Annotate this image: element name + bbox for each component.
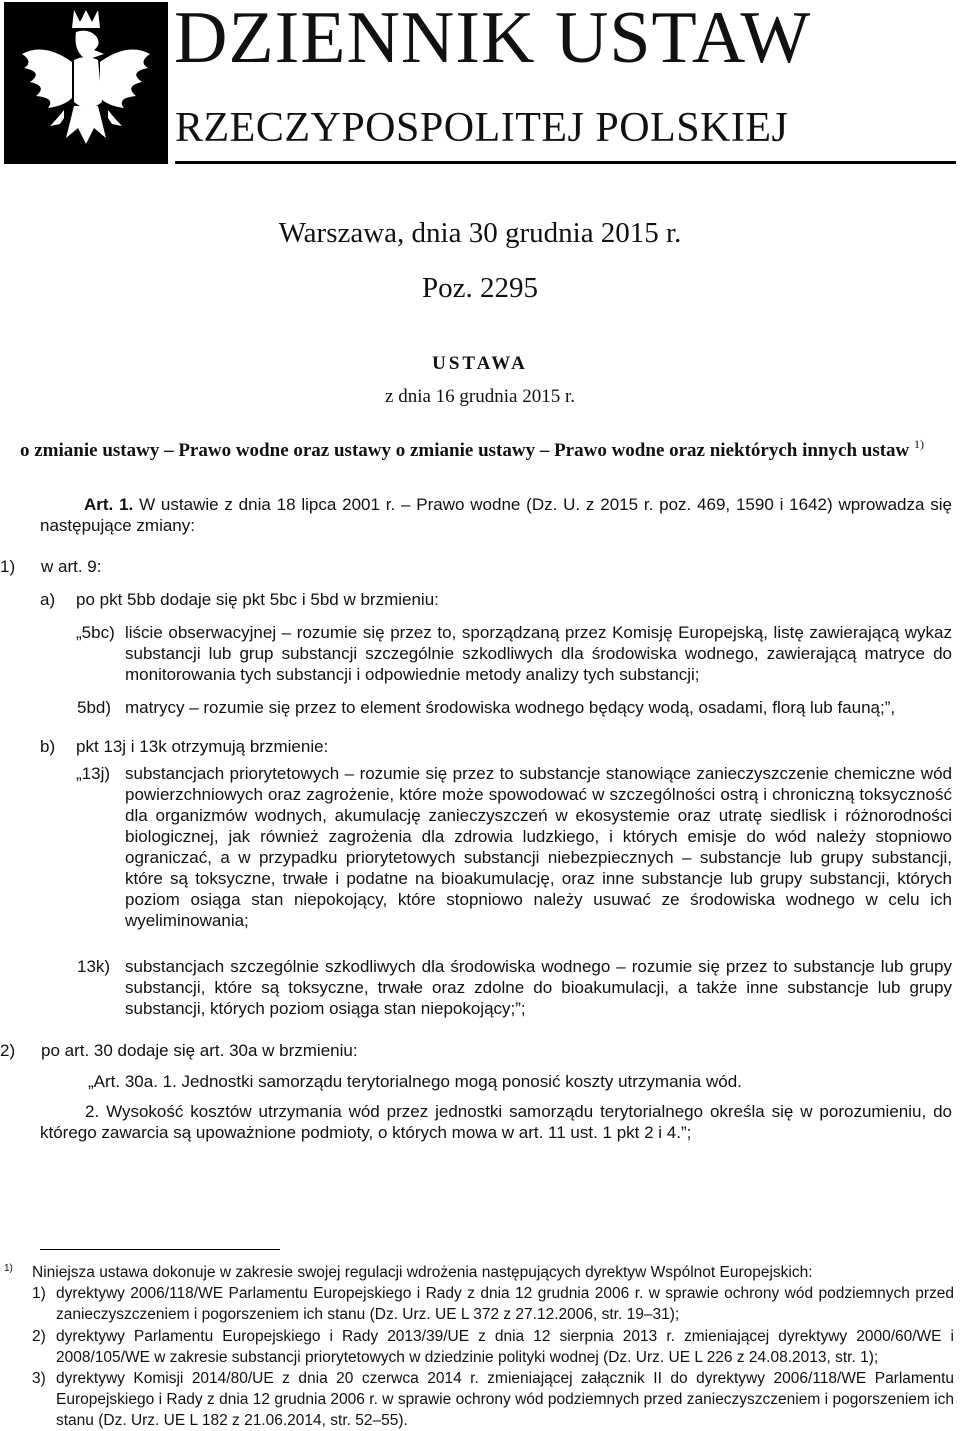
footnote-item: dyrektywy Parlamentu Europejskiego i Rady 2013/39/UE z dnia 12 sierpnia 2013 r. zmieniającej dyrektywy 2000/60/WE i 2008/105/WE w zakresie substancji priorytetowych w dziedzinie polityki wodnej (Dz. Urz. UE L 226 z 24.08.2013, str. 1); [56,1328,954,1366]
footnote-ref: 1) [914,437,925,451]
def-5bc-label: „5bc) [76,623,115,642]
point-2-text: po art. 30 dodaje się art. 30a w brzmieniu: [41,1041,358,1060]
sub-b-label: b) [40,737,56,756]
act-type: USTAWA [432,353,528,374]
footnote-intro: Niniejsza ustawa dokonuje w zakresie swojej regulacji wdrożenia następujących dyrektyw Wspólnot Europejskich: [32,1264,813,1281]
def-13k: substancjach szczególnie szkodliwych dla środowiska wodnego – rozumie się przez to substancje lub grupy substancji, które są toksyczne, trwałe oraz zdolne do bioakumulacji, a także inne substancje lub grupy substancji, których poziom osiąga stan niepokojący;”; [125,957,952,1018]
article-1-intro [40,494,952,536]
footnote-marker: 1) [4,1263,13,1274]
def-5bd-label: 5bd) [77,698,112,717]
def-13j: substancjach priorytetowych – rozumie się przez to substancje stanowiące zanieczyszczenie chemiczne wód powierzchniowych oraz zagrożenie, które może spowodować w szczególności ostrą i chroniczną toksyczność dla organizmów wodnych, akumulację zanieczyszczeń w ekosystemie oraz utratę siedlisk i różnorodności biologicznej, jak również zagrożenia dla zdrowia ludzkiego, i których emisje do wód należy stopniowo ograniczać, a w przypadku priorytetowych substancji niebezpiecznych – substancje lub grupy substancji, które są toksyczne, trwałe i podatne na bioakumulację, oraz inne substancje lub grupy substancji, których poziom osiąga stan niepokojący, które stopniowo należy usuwać ze środowiska wodnego w celu ich wyeliminowania; [125,764,952,930]
publication-date: Warszawa, dnia 30 grudnia 2015 r. [278,217,682,249]
act-subject [20,432,960,463]
footnote-rule [40,1249,280,1250]
def-5bd: matrycy – rozumie się przez to element środowiska wodnego będący wodą, osadami, florą lub fauną;”, [125,698,896,717]
def-13k-label: 13k) [77,957,111,976]
footnote-item-label: 2) [32,1328,46,1345]
footnote-item: dyrektywy Komisji 2014/80/UE z dnia 20 czerwca 2014 r. zmieniającej załącznik II do dyrektywy 2006/118/WE Parlamentu Europejskiego i Rady z dnia 12 grudnia 2006 r. w sprawie ochrony wód podziemnych przed zanieczyszczeniem i pogorszeniem ich stanu (Dz. Urz. UE L 182 z 21.06.2014, str. 52–55). [56,1370,954,1429]
point-1-label: 1) [0,557,16,576]
journal-title: DZIENNIK USTAW [174,0,812,79]
def-13j-label: „13j) [76,764,111,783]
footnote-item-label: 1) [32,1285,46,1302]
polish-eagle-emblem-icon [4,2,168,164]
art-30a-para-1: „Art. 30a. 1. Jednostki samorządu terytorialnego mogą ponosić koszty utrzymania wód. [88,1072,742,1091]
art-30a-para-2: 2. Wysokość kosztów utrzymania wód przez jednostki samorządu terytorialnego określa się w porozumieniu, do którego zawarcia są upoważnione podmioty, o których mowa w art. 11 ust. 1 pkt 2 i 4.”; [40,1102,952,1142]
sub-a-label: a) [40,590,56,609]
header-rule [175,161,956,164]
position-number: Poz. 2295 [422,272,538,304]
act-subject-text: o zmianie ustawy – Prawo wodne oraz ustawy o zmianie ustawy – Prawo wodne oraz niektórych innych ustaw [20,440,910,461]
point-2-label: 2) [0,1041,16,1060]
sub-a-text: po pkt 5bb dodaje się pkt 5bc i 5bd w brzmieniu: [76,590,439,609]
article-1-intro-text: W ustawie z dnia 18 lipca 2001 r. – Prawo wodne (Dz. U. z 2015 r. poz. 469, 1590 i 1642) wprowadza się następujące zmiany: [40,495,952,535]
journal-subtitle: RZECZYPOSPOLITEJ POLSKIEJ [175,105,789,151]
def-5bc: liście obserwacyjnej – rozumie się przez to, sporządzaną przez Komisję Europejską, listę zawierającą wykaz substancji lub grup substancji szczególnie szkodliwych dla środowiska wodnego, zawierającą matryce do monitorowania tych substancji i odpowiednie metody analizy tych substancji; [125,623,952,684]
article-1-label: Art. 1. [84,495,134,514]
act-date: z dnia 16 grudnia 2015 r. [385,386,575,407]
footnote-item: dyrektywy 2006/118/WE Parlamentu Europejskiego i Rady z dnia 12 grudnia 2006 r. w sprawie ochrony wód podziemnych przed zanieczyszczeniem i pogorszeniem ich stanu (Dz. Urz. UE L 372 z 27.12.2006, str. 19–31); [56,1285,954,1323]
sub-b-text: pkt 13j i 13k otrzymują brzmienie: [76,737,329,756]
point-1-text: w art. 9: [41,557,102,576]
footnote-item-label: 3) [32,1370,46,1387]
